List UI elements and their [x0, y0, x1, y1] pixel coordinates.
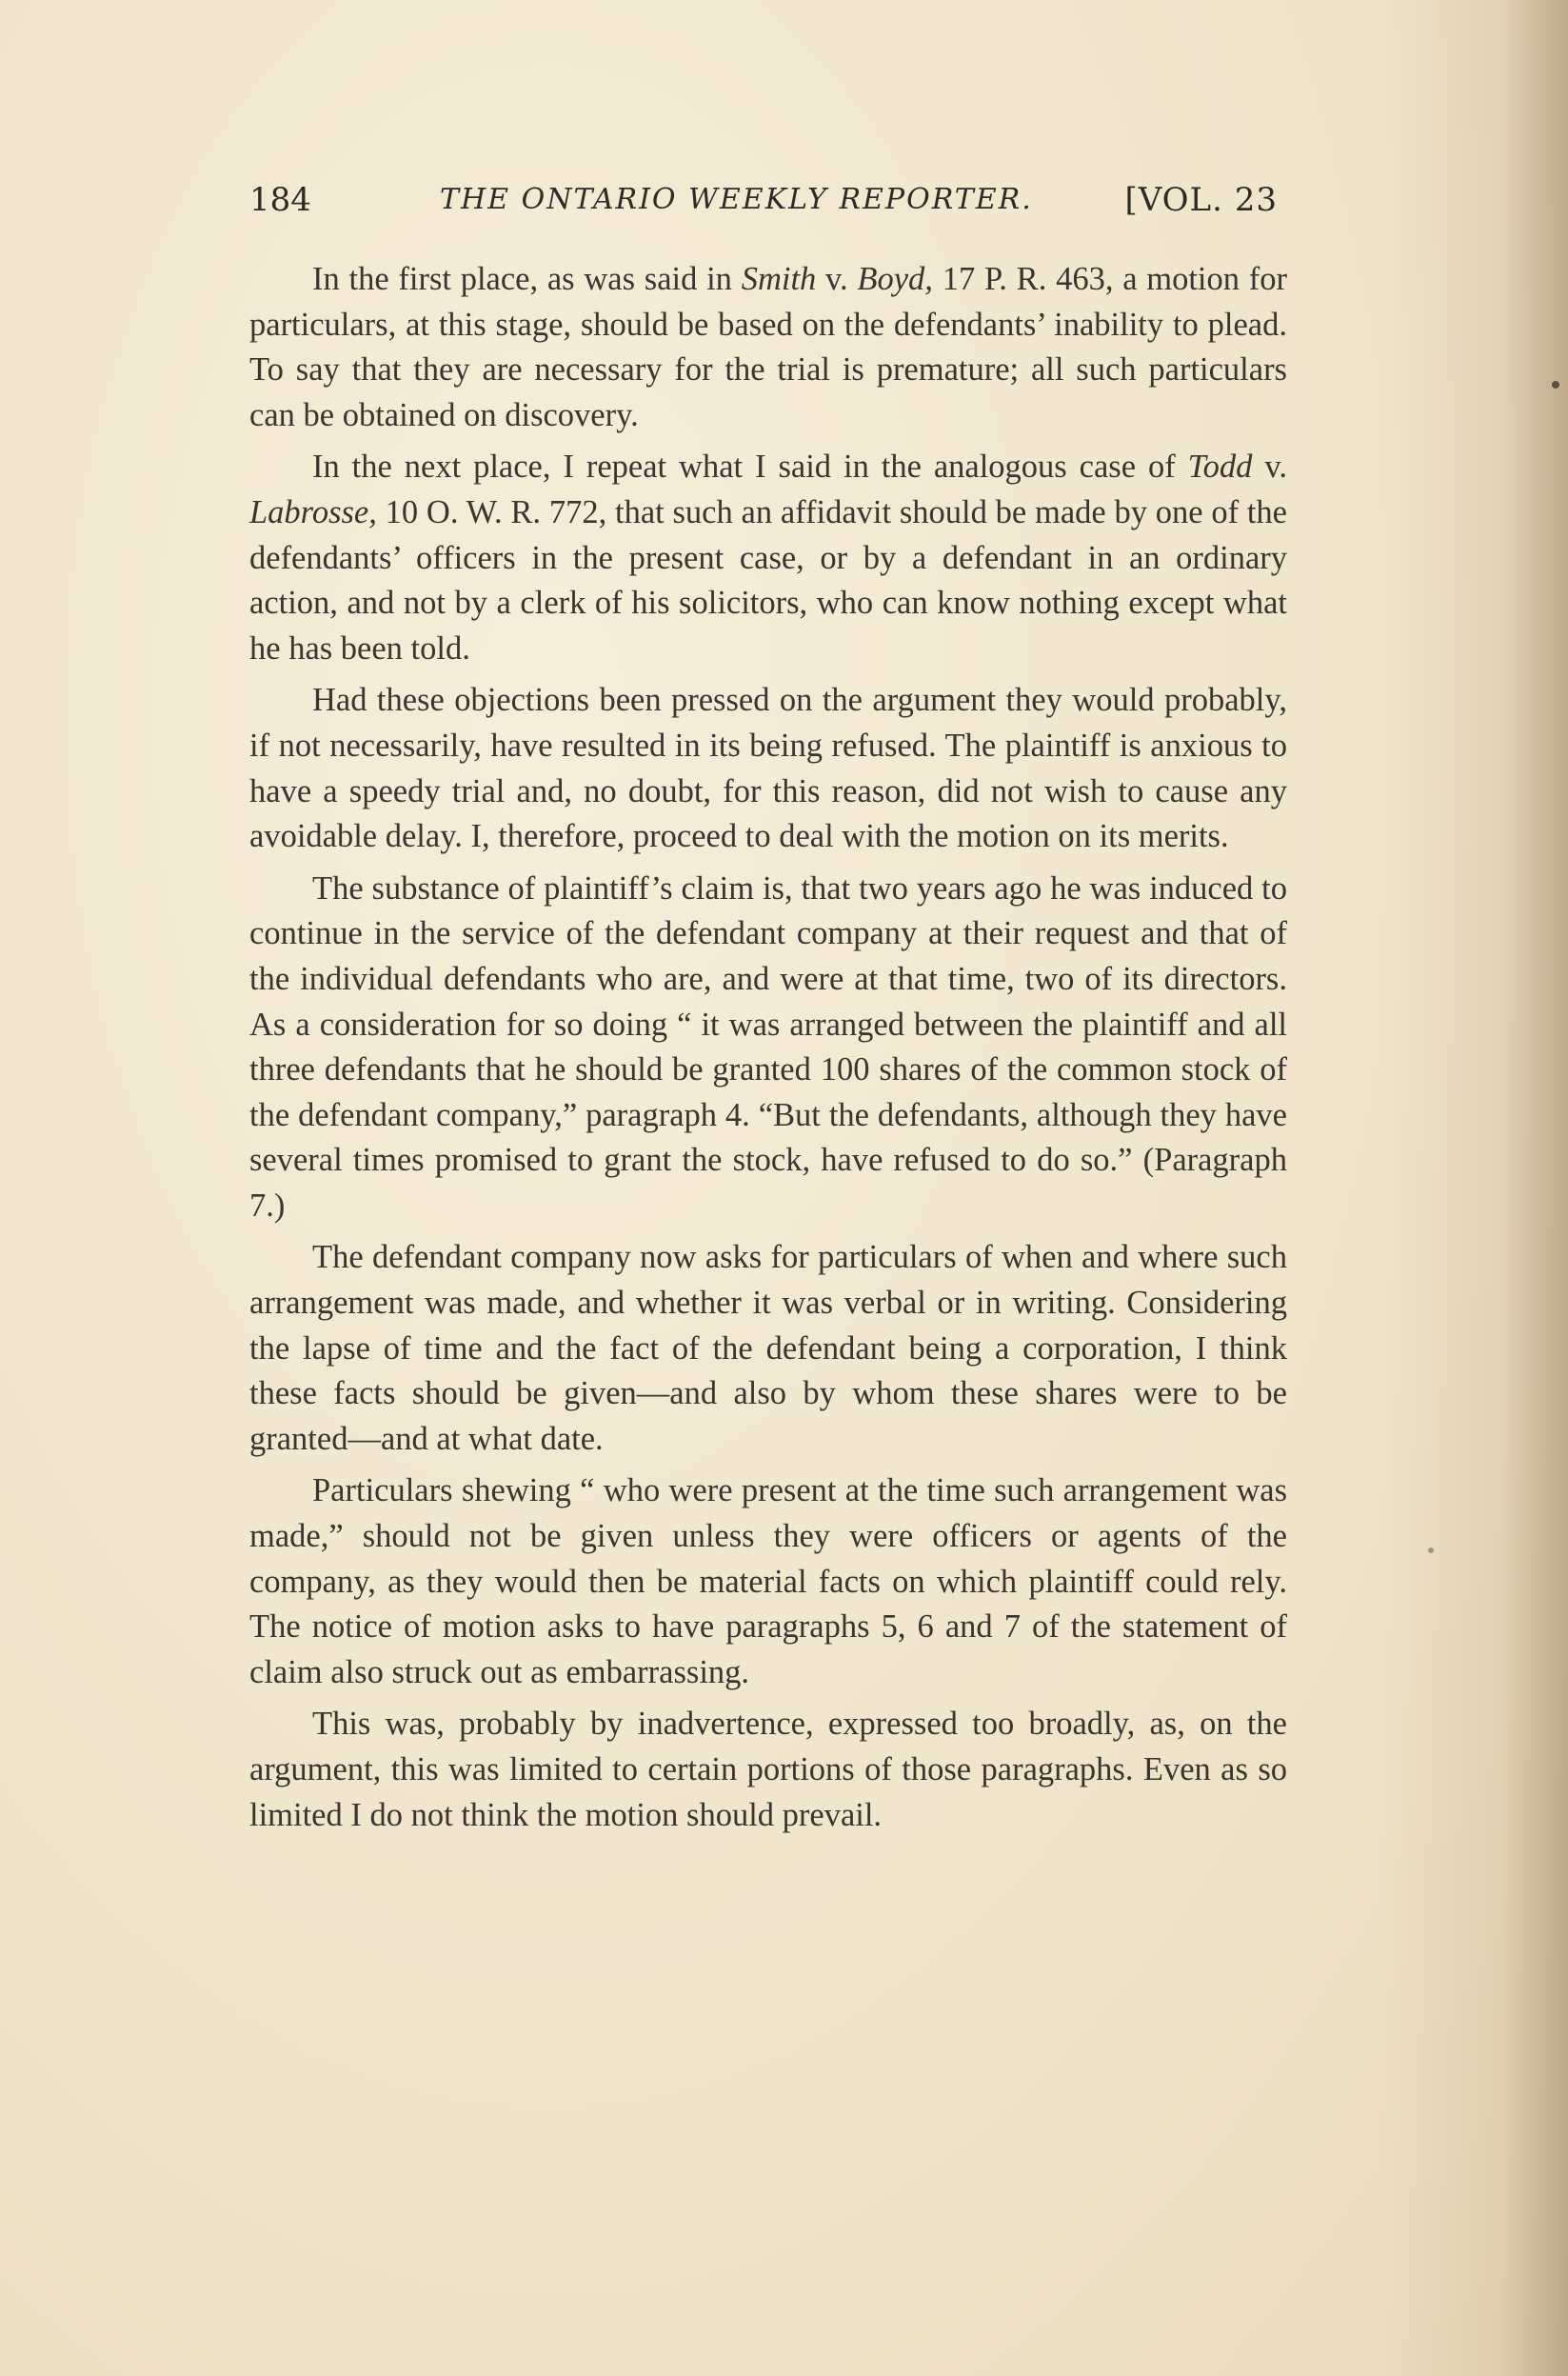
page-edge-shadow: [1501, 0, 1568, 2376]
ink-speck: [1428, 1547, 1434, 1553]
paragraph: In the next place, I repeat what I said in the analogous case of Todd v. Labrosse, 10 O. W. R. 772, that such an affidavit should be made by one of the defendants’ officers in the present case, or by a defendant in an ordinary action, and not by a clerk of his solicitors, who can know nothing except what he has been told.: [249, 449, 1287, 667]
page-header: [249, 181, 1278, 238]
page-number: 184: [249, 181, 311, 219]
paragraph: The defendant company now asks for particulars of when and where such arrangement was made, and whether it was verbal or in writing. Considering the lapse of time and the fact of the defendant being a corporation, I think these facts should be given—and also by whom these shares were to be granted—and at what date.: [249, 1239, 1287, 1457]
case-name: Labrosse,: [249, 493, 377, 530]
page-body: [249, 257, 1287, 1845]
running-title: THE ONTARIO WEEKLY REPORTER.: [440, 183, 1033, 216]
case-name: Todd: [1187, 449, 1253, 486]
paragraph: In the first place, as was said in Smith v. Boyd, 17 P. R. 463, a motion for particulars, at this stage, should be based on the defendants’ inability to plead. To say that they are necessary for the trial is premature; all such particulars can be obtained on discovery.: [249, 261, 1287, 433]
paragraph: The substance of plaintiff’s claim is, that two years ago he was induced to continue in the service of the defendant company at their request and that of the individual defendants who are, and were at that time, two of its directors. As a consideration for so doing “ it was arranged between the plaintiff and all three defendants that he should be granted 100 shares of the common stock of the defendant company,” paragraph 4. “But the defendants, although they have several times promised to grant the stock, have refused to do so.” (Paragraph 7.): [249, 869, 1287, 1224]
ink-speck: [1552, 381, 1559, 389]
paragraph: This was, probably by inadvertence, expressed too broadly, as, on the argument, this was limited to certain portions of those paragraphs. Even as so limited I do not think the motion should prevail.: [249, 1706, 1287, 1833]
case-name: Boyd,: [857, 261, 933, 297]
paragraph: Had these objections been pressed on the argument they would probably, if not necessarily, have resulted in its being refused. The plaintiff is anxious to have a speedy trial and, no doubt, for this reason, did not wish to cause any avoidable delay. I, therefore, proceed to deal with the motion on its merits.: [249, 682, 1287, 855]
paragraph: Particulars shewing “ who were present at the time such arrangement was made,” should not be given unless they were officers or agents of the company, as they would then be material facts on which plaintiff could rely. The notice of motion asks to have paragraphs 5, 6 and 7 of the statement of claim also struck out as embarrassing.: [249, 1472, 1287, 1690]
case-name: Smith: [741, 261, 817, 297]
volume-label: [VOL. 23: [1124, 181, 1278, 219]
